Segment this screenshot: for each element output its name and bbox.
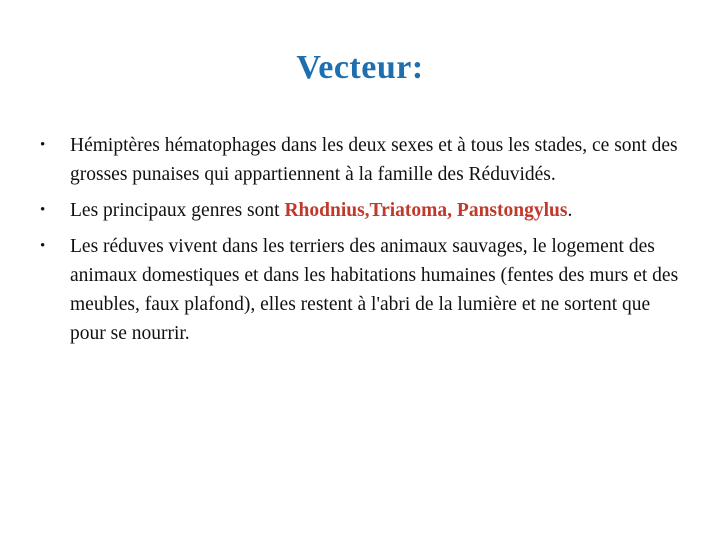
bullet-text: Les réduves vivent dans les terriers des animaux sauvages, le logement des animaux domestiques et dans les habitations humaines (fentes des murs et des meubles, faux plafond), elles restent à l'abri de la lumière et ne sortent que pour se nourrir. (70, 236, 679, 344)
bullet-item (40, 232, 690, 348)
bullet-text-prefix: Les principaux genres sont (70, 200, 285, 221)
bullet-item (40, 196, 690, 225)
genus-names: Rhodnius,Triatoma, Panstongylus (284, 200, 568, 221)
bullet-marker: • (40, 202, 46, 218)
bullet-text: Hémiptères hématophages dans les deux sexes et à tous les stades, ce sont des grosses punaises qui appartiennent à la famille des Réduvidés. (70, 135, 678, 185)
bullet-marker: • (40, 137, 46, 153)
bullet-list (40, 131, 690, 355)
bullet-item (40, 131, 690, 189)
bullet-marker: • (40, 238, 46, 254)
slide-title: Vecteur: (296, 49, 424, 86)
bullet-text-suffix: . (567, 200, 573, 221)
